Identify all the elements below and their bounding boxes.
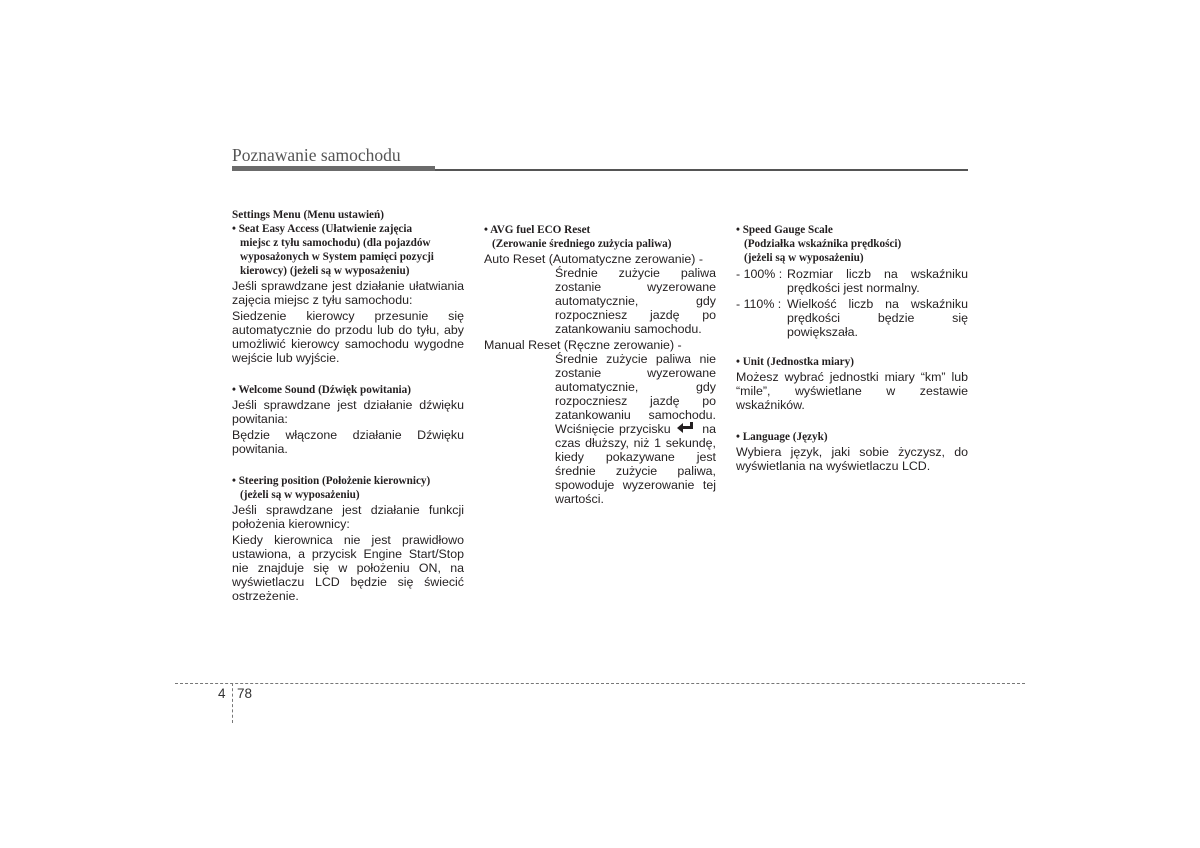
column-3 <box>736 223 968 475</box>
speed-option-100: - 100% : Rozmiar liczb na wskaźniku prędkości jest normalny. <box>736 267 968 295</box>
welcome-sound-p1: Jeśli sprawdzane jest działanie dźwięku powitania: <box>232 398 464 426</box>
column-2 <box>484 223 716 506</box>
header-rule-thin <box>435 169 968 171</box>
steering-position-p1: Jeśli sprawdzane jest działanie funkcji położenia kierownicy: <box>232 503 464 531</box>
auto-reset-body: Średnie zużycie paliwa zostanie wyzerowane automatycznie, gdy rozpoczniesz jazdę po zatankowaniu samochodu. <box>555 266 716 336</box>
steering-position-p2: Kiedy kierownica nie jest prawidłowo ustawiona, a przycisk Engine Start/Stop nie znajduje się w położeniu ON, na wyświetlaczu LCD będzie się świecić ostrzeżenie. <box>232 533 464 603</box>
section-number: 4 <box>218 686 226 701</box>
auto-reset-term: Auto Reset (Automatyczne zerowanie) - <box>484 252 703 266</box>
footer-dashed-divider <box>232 683 233 723</box>
manual-reset-definition <box>484 338 716 506</box>
seat-easy-access-heading: • Seat Easy Access (Ułatwienie zajęcia miejsc z tyłu samochodu) (dla pojazdów wyposażonych w System pamięci pozycji kierowcy) (jeżeli są w wyposażeniu) <box>232 223 434 277</box>
header-rule-thick <box>232 166 435 171</box>
manual-reset-body: Średnie zużycie paliwa nie zostanie wyzerowane automatycznie, gdy rozpoczniesz jazdę po zatankowaniu samochodu. Wciśnięcie przycisku na czas dłuższy, niż 1 sekundę, kiedy pokazywane jest średnie zużycie paliwa, spowoduje wyzerowanie tej wartości. <box>555 352 716 506</box>
unit-p1: Możesz wybrać jednostki miary “km” lub “mile”, wyświetlane w zestawie wskaźników. <box>736 370 968 412</box>
page-number: 78 <box>237 686 253 701</box>
language-p1: Wybiera język, jaki sobie życzysz, do wyświetlania na wyświetlaczu LCD. <box>736 445 968 473</box>
unit-heading: • Unit (Jednostka miary) <box>736 356 854 368</box>
manual-reset-term: Manual Reset (Ręczne zerowanie) - <box>484 338 682 352</box>
speed-option-110: - 110% : Wielkość liczb na wskaźniku prędkości będzie się powiększała. <box>736 297 968 339</box>
page-header-title: Poznawanie samochodu <box>232 145 401 165</box>
seat-easy-access-p1: Jeśli sprawdzane jest działanie ułatwiania zajęcia miejsc z tyłu samochodu: <box>232 279 464 307</box>
column-1 <box>232 208 464 605</box>
steering-position-heading: • Steering position (Położenie kierownicy) (jeżeli są w wyposażeniu) <box>232 475 431 501</box>
auto-reset-definition <box>484 252 716 336</box>
speed-gauge-scale-heading: • Speed Gauge Scale (Podziałka wskaźnika prędkości) (jeżeli są w wyposażeniu) <box>736 224 902 264</box>
section-title: Settings Menu (Menu ustawień) <box>232 209 384 221</box>
seat-easy-access-p2: Siedzenie kierowcy przesunie się automatycznie do przodu lub do tyłu, aby umożliwić kierowcy samochodu wygodne wejście lub wyjście. <box>232 309 464 365</box>
avg-fuel-eco-reset-heading: • AVG fuel ECO Reset (Zerowanie średniego zużycia paliwa) <box>484 224 672 250</box>
language-heading: • Language (Język) <box>736 431 828 443</box>
enter-button-icon <box>677 422 695 434</box>
welcome-sound-heading: • Welcome Sound (Dźwięk powitania) <box>232 384 411 396</box>
welcome-sound-p2: Będzie włączone działanie Dźwięku powitania. <box>232 428 464 456</box>
footer-dashed-rule <box>175 683 1025 684</box>
